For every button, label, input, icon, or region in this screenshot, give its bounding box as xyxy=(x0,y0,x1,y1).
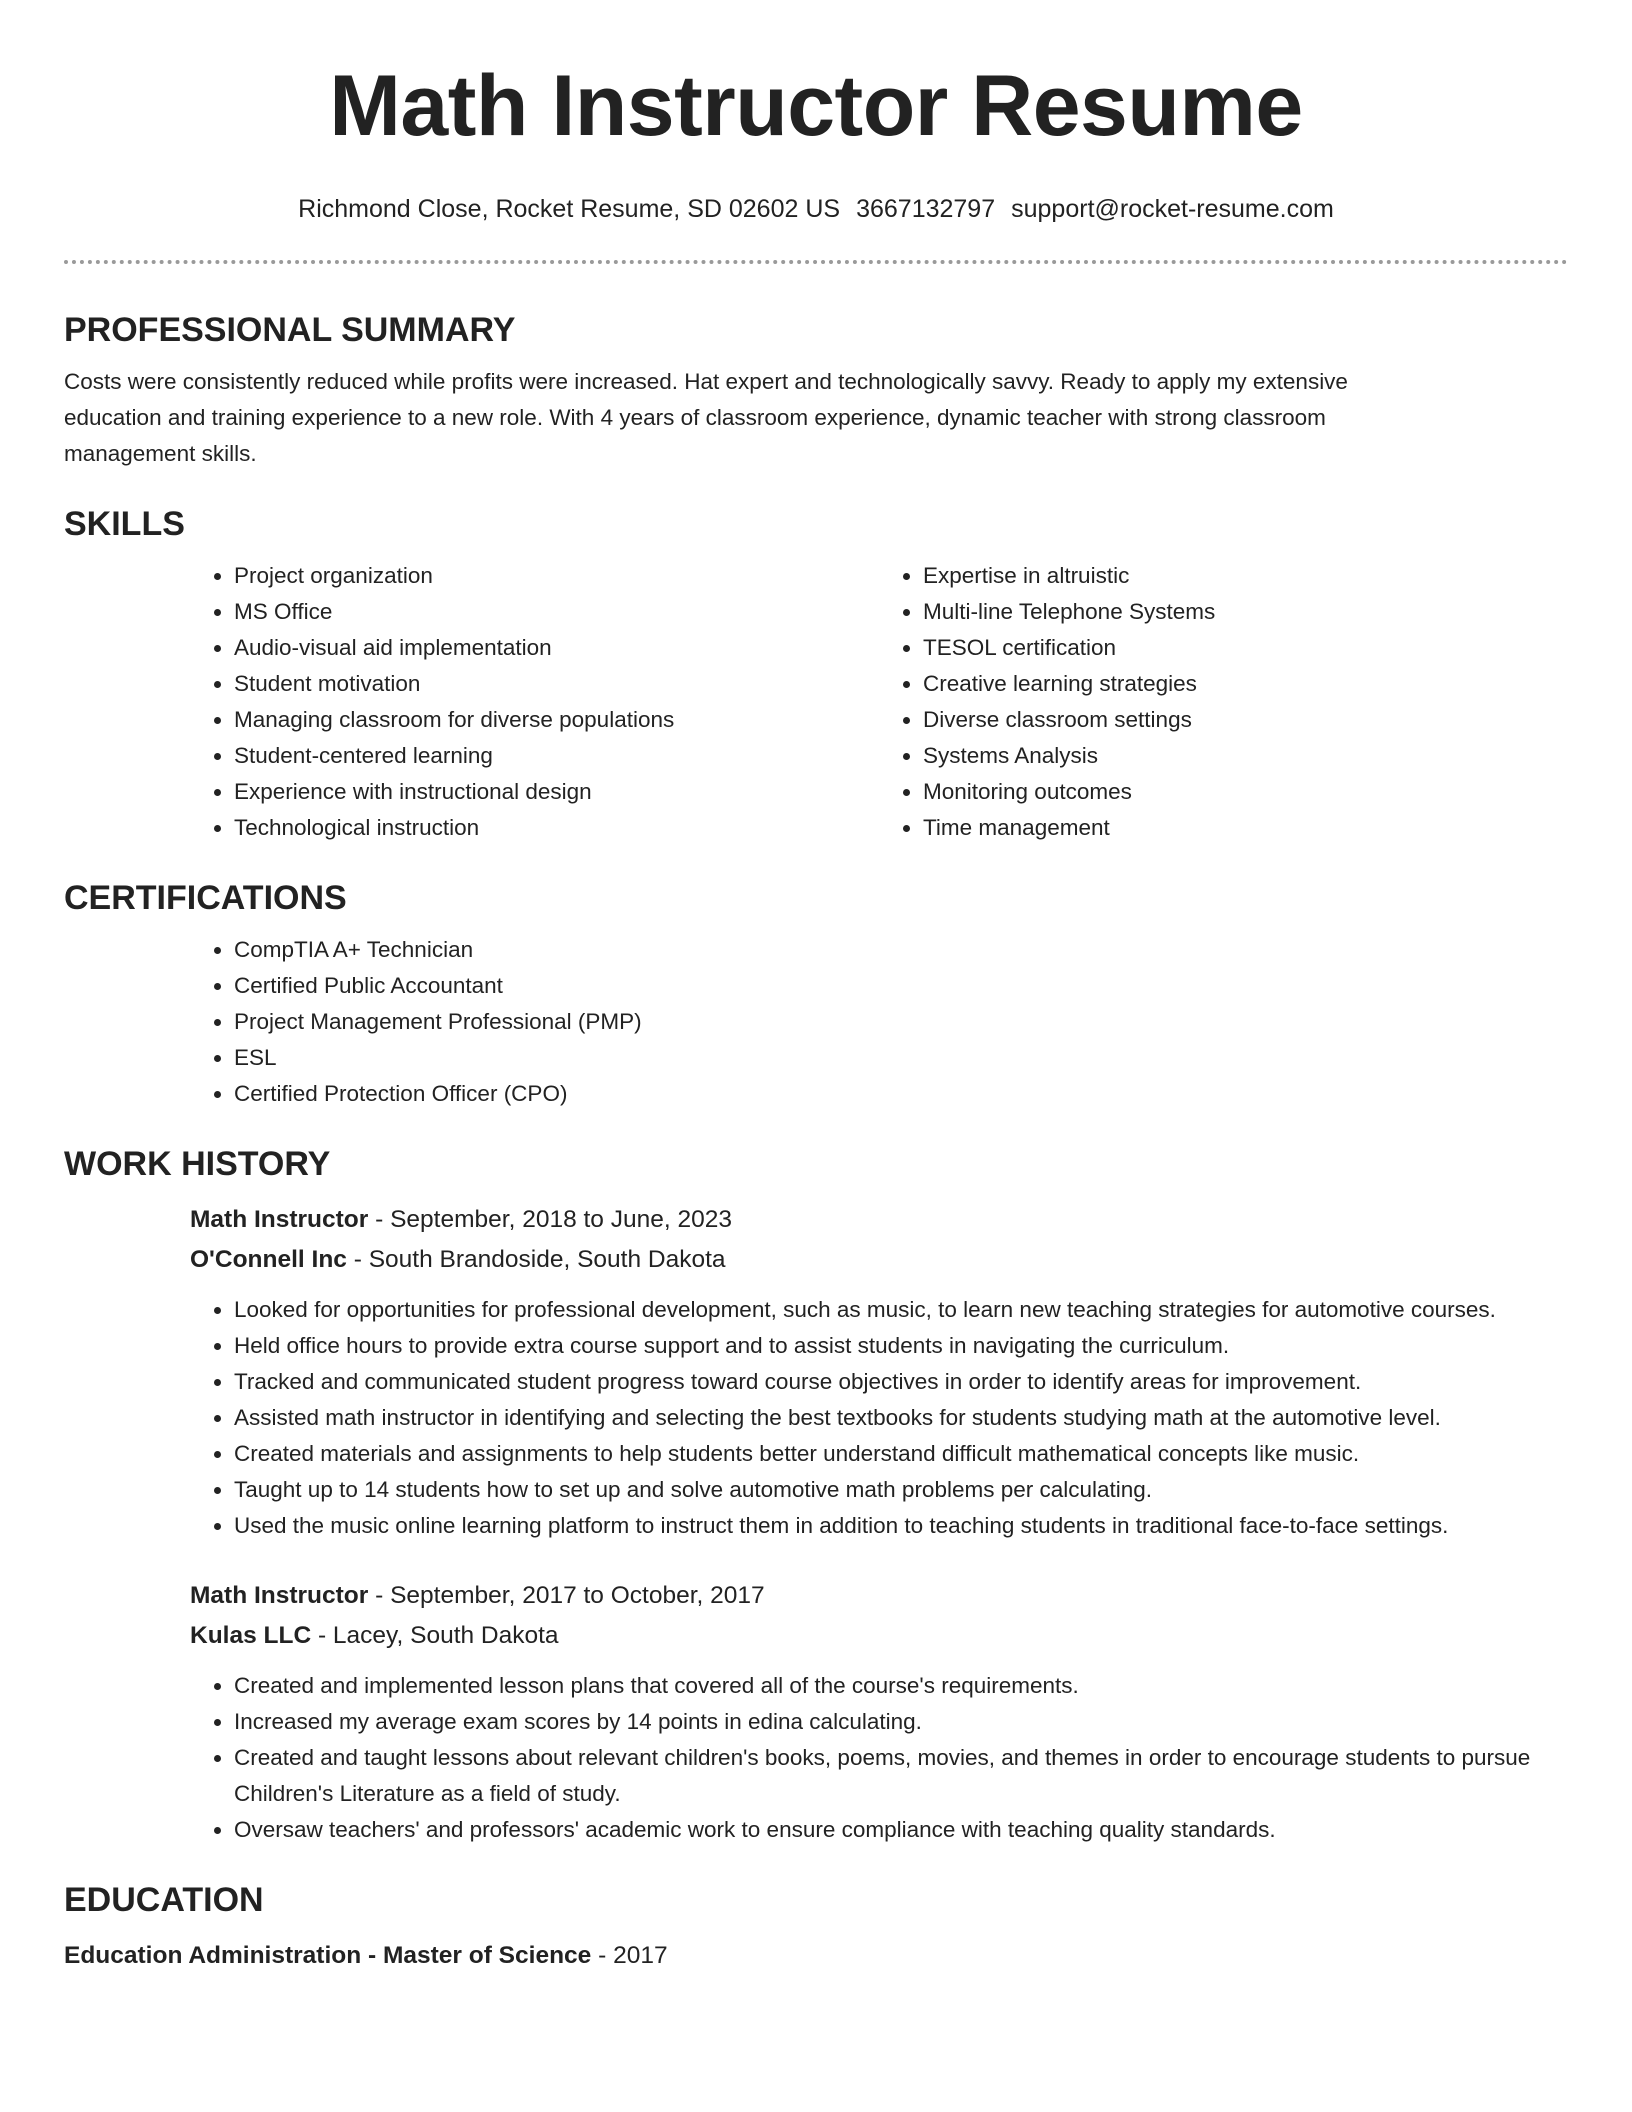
job-dates: - September, 2017 to October, 2017 xyxy=(368,1582,765,1609)
education-year: - 2017 xyxy=(591,1942,668,1969)
list-item: • Oversaw teachers' and professors' academic work to ensure compliance with teaching quality standards. xyxy=(234,1812,1574,1848)
list-item: • Audio-visual aid implementation xyxy=(234,630,879,666)
job-location: - South Brandoside, South Dakota xyxy=(346,1246,726,1273)
job-company-line xyxy=(190,1616,1568,1656)
job-company-line xyxy=(190,1240,1568,1280)
job-bullets xyxy=(190,1292,1568,1544)
summary-text: Costs were consistently reduced while profits were increased. Hat expert and technologically savvy. Ready to apply my extensive education and training experience to a new role. With 4 years of classroom experience, dynamic teacher with strong classroom management skills. xyxy=(64,369,1348,466)
education-entry xyxy=(64,1936,1568,1976)
list-item: • Certified Public Accountant xyxy=(234,968,1568,1004)
list-item: • Experience with instructional design xyxy=(234,774,879,810)
work-history-section xyxy=(64,1142,1568,1848)
summary-section xyxy=(64,308,1568,472)
list-item: • MS Office xyxy=(234,594,879,630)
skills-section xyxy=(64,502,1568,846)
job-location: - Lacey, South Dakota xyxy=(311,1622,559,1649)
contact-address: Richmond Close, Rocket Resume, SD 02602 US xyxy=(298,195,841,223)
list-item: • Student-centered learning xyxy=(234,738,879,774)
job-bullets xyxy=(190,1668,1568,1848)
list-item: • Multi-line Telephone Systems xyxy=(923,594,1568,630)
list-item: • Creative learning strategies xyxy=(923,666,1568,702)
certifications-list xyxy=(190,932,1568,1112)
education-degree: Education Administration - Master of Science xyxy=(64,1942,592,1969)
list-item: • Certified Protection Officer (CPO) xyxy=(234,1076,1568,1112)
list-item: • Diverse classroom settings xyxy=(923,702,1568,738)
list-item: • Looked for opportunities for professional development, such as music, to learn new teaching strategies for automotive courses. xyxy=(234,1292,1574,1328)
list-item: • Held office hours to provide extra course support and to assist students in navigating the curriculum. xyxy=(234,1328,1574,1364)
list-item: • Assisted math instructor in identifying and selecting the best textbooks for students studying math at the automotive level. xyxy=(234,1400,1574,1436)
job-dates: - September, 2018 to June, 2023 xyxy=(368,1206,732,1233)
skills-list-right xyxy=(879,558,1568,846)
list-item: • Created materials and assignments to help students better understand difficult mathematical concepts like music. xyxy=(234,1436,1574,1472)
contact-email: support@rocket-resume.com xyxy=(1011,195,1334,223)
list-item: • Expertise in altruistic xyxy=(923,558,1568,594)
list-item: • Tracked and communicated student progress toward course objectives in order to identify areas for improvement. xyxy=(234,1364,1574,1400)
list-item: • Used the music online learning platform to instruct them in addition to teaching students in traditional face-to-face settings. xyxy=(234,1508,1574,1544)
resume-title: Math Instructor Resume xyxy=(329,58,1303,154)
job-title-line xyxy=(190,1576,1568,1616)
list-item: • CompTIA A+ Technician xyxy=(234,932,1568,968)
list-item: • Project organization xyxy=(234,558,879,594)
skills-columns xyxy=(190,558,1568,846)
work-history-heading: WORK HISTORY xyxy=(64,1145,331,1183)
job-entry xyxy=(190,1576,1568,1848)
list-item: • Technological instruction xyxy=(234,810,879,846)
certifications-heading: CERTIFICATIONS xyxy=(64,879,347,917)
contact-phone: 3667132797 xyxy=(856,195,996,223)
education-section xyxy=(64,1878,1568,1976)
job-title-line xyxy=(190,1200,1568,1240)
job-title: Math Instructor xyxy=(190,1582,369,1609)
certifications-section xyxy=(64,876,1568,1112)
list-item: • Monitoring outcomes xyxy=(923,774,1568,810)
header-divider xyxy=(64,260,1568,264)
list-item: • Time management xyxy=(923,810,1568,846)
job-title: Math Instructor xyxy=(190,1206,369,1233)
list-item: • Student motivation xyxy=(234,666,879,702)
skills-list-left xyxy=(190,558,879,846)
summary-heading: PROFESSIONAL SUMMARY xyxy=(64,311,516,349)
job-company: Kulas LLC xyxy=(190,1622,312,1649)
resume-page xyxy=(64,0,1568,1976)
list-item: • Increased my average exam scores by 14 points in edina calculating. xyxy=(234,1704,1574,1740)
list-item: • Project Management Professional (PMP) xyxy=(234,1004,1568,1040)
skills-heading: SKILLS xyxy=(64,505,185,543)
list-item: • TESOL certification xyxy=(923,630,1568,666)
list-item: • ESL xyxy=(234,1040,1568,1076)
education-heading: EDUCATION xyxy=(64,1881,264,1919)
list-item: • Created and implemented lesson plans that covered all of the course's requirements. xyxy=(234,1668,1574,1704)
list-item: • Managing classroom for diverse populations xyxy=(234,702,879,738)
job-entry xyxy=(190,1200,1568,1544)
list-item: • Created and taught lessons about relevant children's books, poems, movies, and themes in order to encourage students to pursue Children's Literature as a field of study. xyxy=(234,1740,1574,1812)
contact-line xyxy=(64,192,1568,226)
list-item: • Systems Analysis xyxy=(923,738,1568,774)
list-item: • Taught up to 14 students how to set up and solve automotive math problems per calculating. xyxy=(234,1472,1574,1508)
job-company: O'Connell Inc xyxy=(190,1246,347,1273)
